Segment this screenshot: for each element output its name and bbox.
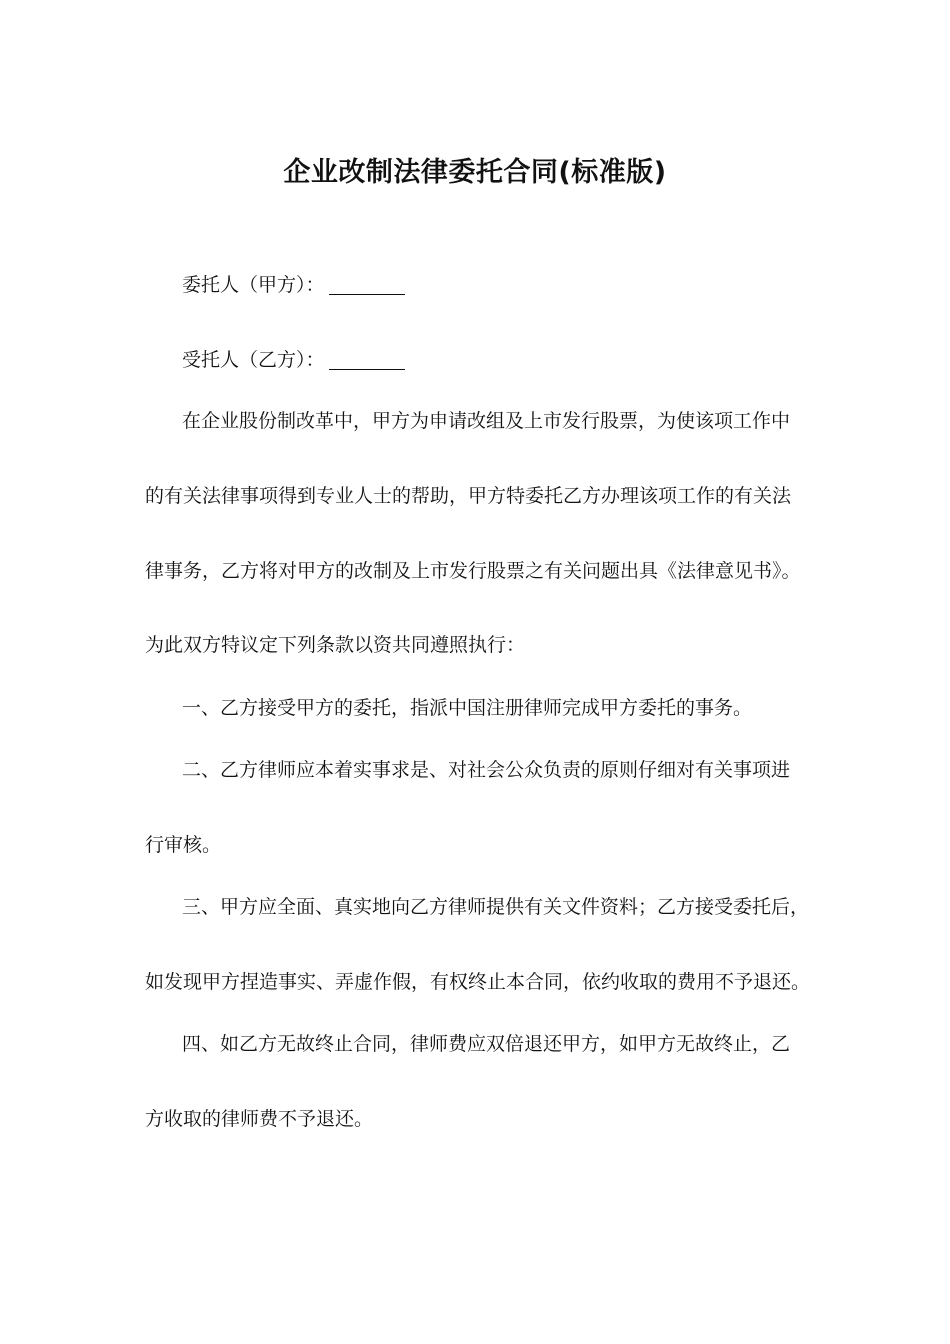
party-a-label: 委托人（甲方）： [182,274,325,296]
clause-2-line: 行审核。 [145,834,222,856]
clause-4-line: 方收取的律师费不予退还。 [145,1108,374,1130]
clause-2-line: 二、乙方律师应本着实事求是、对社会公众负责的原则仔细对有关事项进 [182,759,791,781]
party-b-blank [329,349,405,370]
clause-1-line: 一、乙方接受甲方的委托，指派中国注册律师完成甲方委托的事务。 [182,697,753,719]
clause-3-line: 三、甲方应全面、真实地向乙方律师提供有关文件资料；乙方接受委托后， [182,896,810,918]
intro-line: 在企业股份制改革中，甲方为申请改组及上市发行股票，为使该项工作中 [182,410,791,432]
party-a-line [182,271,852,299]
document-title: 企业改制法律委托合同(标准版) [283,157,667,188]
intro-line: 律事务，乙方将对甲方的改制及上市发行股票之有关问题出具《法律意见书》。 [145,560,801,582]
intro-line: 为此双方特议定下列条款以资共同遵照执行： [145,634,526,656]
party-b-line [182,346,852,374]
party-a-blank [329,274,405,295]
clause-3-line: 如发现甲方捏造事实、弄虚作假，有权终止本合同，依约收取的费用不予退还。 [145,971,811,993]
clause-4-line: 四、如乙方无故终止合同，律师费应双倍退还甲方，如甲方无故终止，乙 [182,1033,791,1055]
party-b-label: 受托人（乙方）： [182,349,325,371]
intro-line: 的有关法律事项得到专业人士的帮助，甲方特委托乙方办理该项工作的有关法 [145,485,792,507]
